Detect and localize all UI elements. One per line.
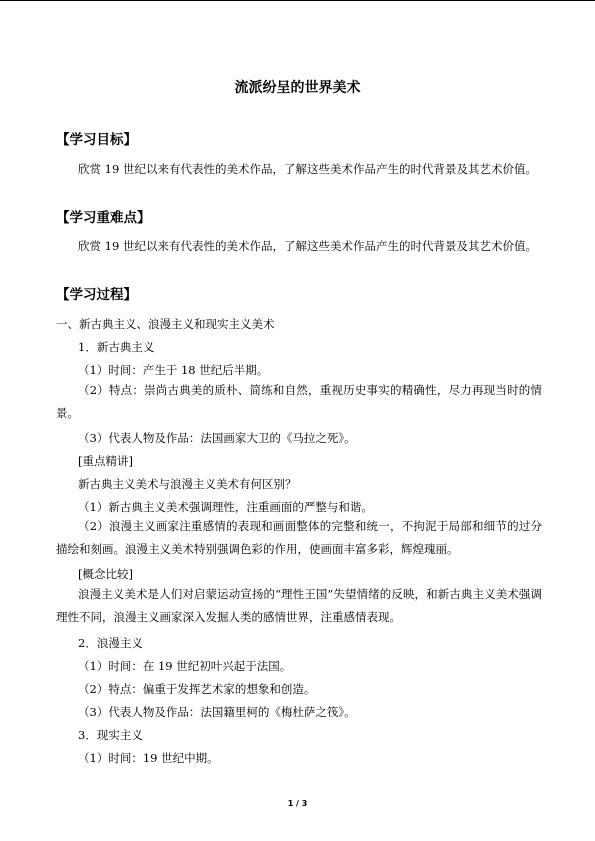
learning-goals-text: 欣赏 19 世纪以来有代表性的美术作品，了解这些美术作品产生的时代背景及其艺术价值。 [78,162,537,176]
key-difficulties-text: 欣赏 19 世纪以来有代表性的美术作品，了解这些美术作品产生的时代背景及其艺术价值。 [78,239,537,253]
comparison-label: [概念比较] [78,567,133,581]
realism-time: （1）时间：19 世纪中期。 [78,751,219,765]
neoclassicism-works: （3）代表人物及作品：法国画家大卫的《马拉之死》。 [78,431,356,445]
key-points-question: 新古典主义美术与浪漫主义美术有何区别？ [78,477,297,491]
part1-title: 一、新古典主义、浪漫主义和现实主义美术 [56,317,275,331]
neoclassicism-title: 1．新古典主义 [78,340,155,354]
heading-learning-goals: 【学习目标】 [56,132,137,148]
heading-key-difficulties: 【学习重难点】 [56,210,151,226]
heading-learning-process: 【学习过程】 [56,287,137,303]
key-points-answer-2: （2）浪漫主义画家注重感情的表现和画面整体的完整和统一，不拘泥于局部和细节的过分描绘和刻画。浪漫主义美术特别强调色彩的作用，使画面丰富多彩，辉煌瑰丽。 [56,519,542,556]
neoclassicism-features: （2）特点：崇尚古典美的质朴、简练和自然，重视历史事实的精确性，尽力再现当时的情景。 [56,383,542,420]
key-points-answer-1: （1）新古典主义美术强调理性，注重画面的严整与和谐。 [78,500,373,514]
romanticism-features: （2）特点：偏重于发挥艺术家的想象和创造。 [78,682,316,696]
document-title: 流派纷呈的世界美术 [234,80,361,96]
romanticism-time: （1）时间：在 19 世纪初叶兴起于法国。 [78,659,292,673]
comparison-text: 浪漫主义美术是人们对启蒙运动宣扬的“理性王国”失望情绪的反映，和新古典主义美术强调理性不同，浪漫主义画家深入发掘人类的感情世界，注重感情表现。 [56,587,542,624]
neoclassicism-time: （1）时间：产生于 18 世纪后半期。 [78,363,269,377]
page-indicator: 1 / 3 [287,799,308,808]
key-points-label: [重点精讲] [78,454,133,468]
romanticism-works: （3）代表人物及作品：法国籍里柯的《梅杜萨之筏》。 [78,705,356,719]
top-rule [0,0,595,1]
realism-title: 3．现实主义 [78,728,143,742]
romanticism-title: 2．浪漫主义 [78,636,143,650]
